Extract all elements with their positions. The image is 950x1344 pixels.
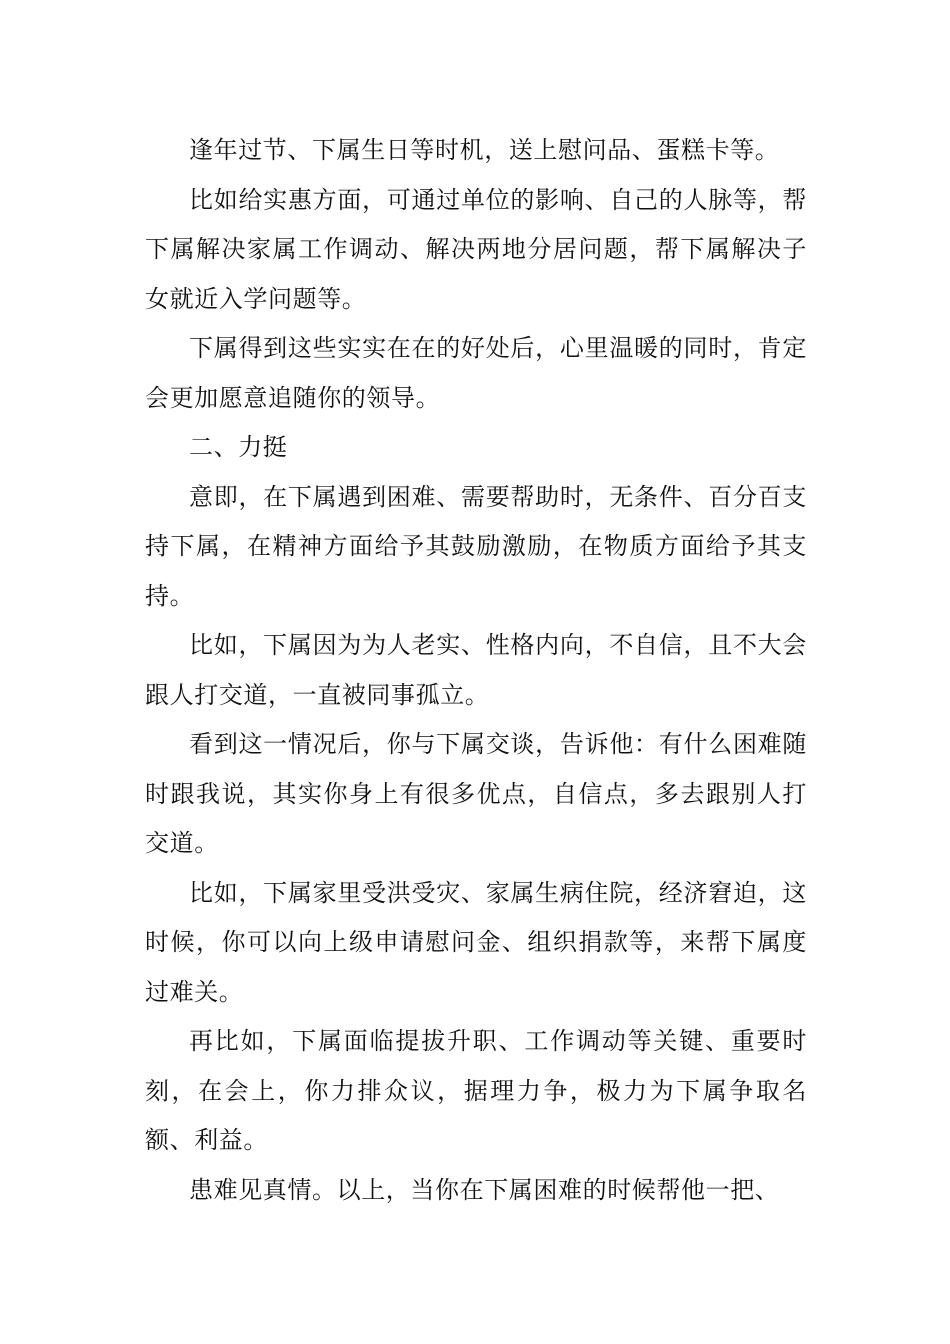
paragraph: 比如，下属家里受洪受灾、家属生病住院，经济窘迫，这时候，你可以向上级申请慰问金、组织捐款等，来帮下属度过难关。 <box>145 878 807 1006</box>
paragraph: 比如给实惠方面，可通过单位的影响、自己的人脉等，帮下属解决家属工作调动、解决两地分居问题，帮下属解决子女就近入学问题等。 <box>145 185 807 313</box>
section-heading: 二、力挺 <box>189 433 288 461</box>
paragraph: 看到这一情况后，你与下属交谈，告诉他：有什么困难随时跟我说，其实你身上有很多优点，自信点，多去跟别人打交道。 <box>145 730 807 857</box>
paragraph: 患难见真情。以上，当你在下属困难的时候帮他一把、 <box>189 1175 780 1204</box>
paragraph: 比如，下属因为为人老实、性格内向，不自信，且不大会跟人打交道，一直被同事孤立。 <box>145 631 807 709</box>
paragraph: 意即，在下属遇到困难、需要帮助时，无条件、百分百支持下属，在精神方面给予其鼓励激励，在物质方面给予其支持。 <box>145 482 807 610</box>
paragraph: 下属得到这些实实在在的好处后，心里温暖的同时，肯定会更加愿意追随你的领导。 <box>145 334 807 412</box>
paragraph: 逢年过节、下属生日等时机，送上慰问品、蛋糕卡等。 <box>189 136 780 164</box>
document-body <box>145 126 807 1215</box>
paragraph: 再比如，下属面临提拔升职、工作调动等关键、重要时刻，在会上，你力排众议，据理力争，极力为下属争取名额、利益。 <box>145 1027 807 1154</box>
